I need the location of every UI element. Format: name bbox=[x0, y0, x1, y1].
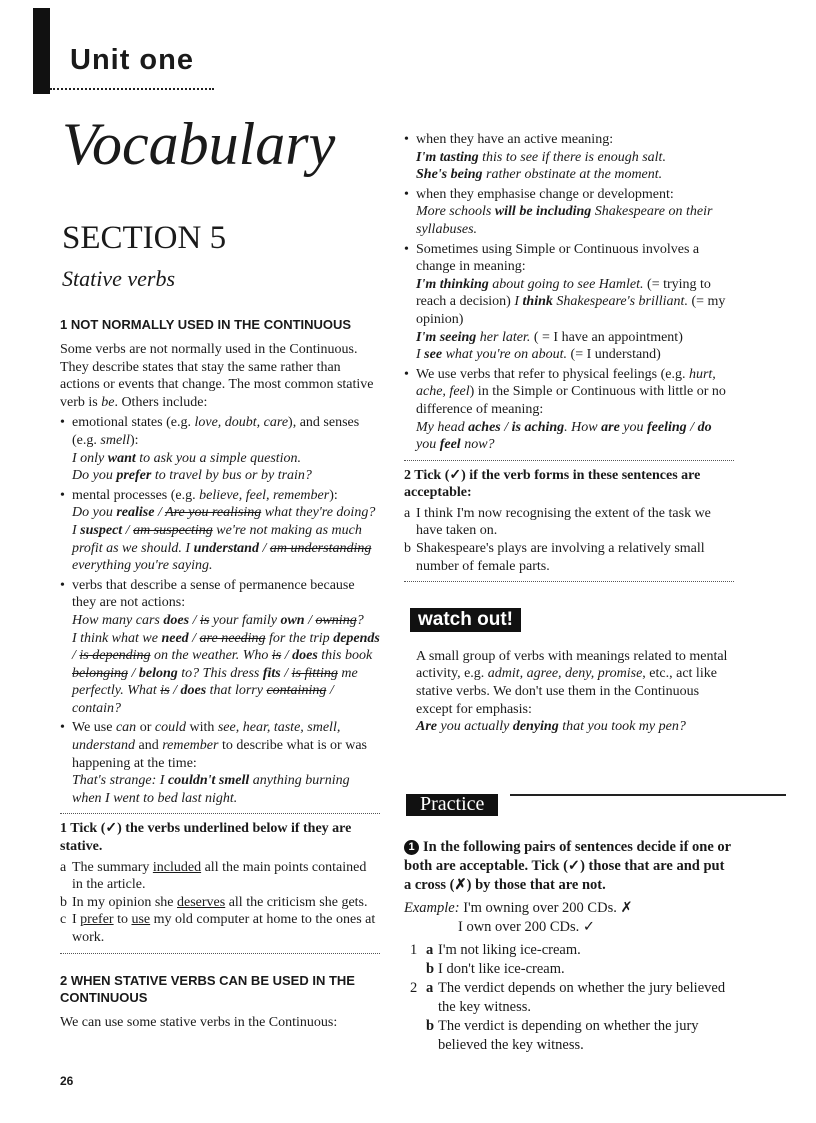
dotted-divider bbox=[60, 813, 380, 814]
practice-header bbox=[404, 794, 734, 824]
example-block: Example: I'm owning over 200 CDs. ✗ I own over 200 CDs. ✓ bbox=[404, 899, 734, 937]
task1-item-b: b In my opinion she deserves all the criticism she gets. bbox=[60, 894, 368, 910]
list-item: 2 a The verdict depends on whether the jury believed the key witness. bbox=[410, 979, 726, 1015]
page-number: 26 bbox=[60, 1074, 74, 1088]
dotted-divider bbox=[404, 460, 734, 461]
part2-bullet-list bbox=[404, 131, 734, 454]
task2 bbox=[404, 467, 734, 576]
example-sentence: Do you prefer to travel by bus or by train? bbox=[72, 468, 312, 484]
section-subtitle: Stative verbs bbox=[62, 266, 176, 291]
unit-title-dotted-rule bbox=[50, 88, 214, 90]
example-sentence: I'm tasting this to see if there is enough salt. bbox=[416, 149, 666, 165]
task2-item-b: b Shakespeare's plays are involving a relatively small number of female parts. bbox=[404, 541, 705, 574]
right-column bbox=[404, 131, 734, 1055]
example-sentence: I'm seeing her later. ( = I have an appointment) bbox=[416, 329, 683, 345]
example-sentence: I'm thinking about going to see Hamlet. (= trying to reach a decision) I think Shakespeare's brilliant. (= my opinion) bbox=[416, 276, 726, 327]
part2-intro: We can use some stative verbs in the Continuous: bbox=[60, 1014, 338, 1030]
dotted-divider bbox=[60, 953, 380, 954]
section-title: SECTION 5 bbox=[62, 220, 227, 256]
list-item: • We use verbs that refer to physical feelings (e.g. hurt, ache, feel) in the Simple or Continuous with little or no difference of meaning: My head aches / is aching. How are you feeling / do you feel now? bbox=[404, 366, 734, 454]
example-sentence: Do you realise / Are you realising what they're doing? bbox=[72, 505, 376, 521]
list-item: • Sometimes using Simple or Continuous involves a change in meaning: I'm thinking about going to see Hamlet. (= trying to reach a decision) I think Shakespeare's brilliant. (= my opinion) I'm seeing her later. ( = I have an appointment) I see what you're on about. (= I understand) bbox=[404, 241, 734, 364]
example-sentence: I only want to ask you a simple question. bbox=[72, 450, 302, 466]
unit-title: Unit one bbox=[70, 44, 194, 76]
part1-bullet-list bbox=[60, 414, 380, 807]
task1-question: 1 Tick (✓) the verbs underlined below if they are stative. bbox=[60, 821, 352, 855]
list-item: 1 a I'm not liking ice-cream. bbox=[410, 941, 581, 958]
practice-label: Practice bbox=[406, 794, 498, 817]
example-sentence: I see what you're on about. (= I understand) bbox=[416, 347, 661, 363]
example-line: I own over 200 CDs. ✓ bbox=[458, 918, 595, 935]
page-title: Vocabulary bbox=[62, 111, 336, 177]
list-item: b The verdict is depending on whether the jury believed the key witness. bbox=[426, 1017, 699, 1053]
part2-heading: 2 WHEN STATIVE VERBS CAN BE USED IN THE CONTINUOUS bbox=[60, 972, 355, 1005]
list-item: • verbs that describe a sense of permanence because they are not actions: How many cars does / is your family own / owning? I think what we need / are needing for the trip depends / is depending on the weather. Who is / does this book belonging / belong to? This dress fits / is fitting me perfectly. What is / does that lorry containing / contain? bbox=[60, 577, 380, 718]
practice-question: 1 In the following pairs of sentences decide if one or both are acceptable. Tick (✓) those that are and put a cross (✗) by those that are not. bbox=[404, 838, 731, 893]
watch-out-label: watch out! bbox=[410, 608, 521, 632]
list-item: • when they have an active meaning: I'm tasting this to see if there is enough salt. She's being rather obstinate at the moment. bbox=[404, 131, 734, 184]
question-number-badge: 1 bbox=[404, 840, 419, 855]
watch-out-text: A small group of verbs with meanings related to mental activity, e.g. admit, agree, deny, promise, etc., act like stative verbs. We don't use them in the Continuous except for emphasis: Are you actually denying that you took my pen? bbox=[404, 648, 734, 736]
example-sentence: She's being rather obstinate at the moment. bbox=[416, 167, 663, 183]
unit-marker-bar bbox=[33, 8, 50, 94]
example-sentence: More schools will be including Shakespeare on their syllabuses. bbox=[416, 204, 713, 237]
example-sentence: I suspect / am suspecting we're not making as much profit as we should. I understand / am understanding everything you're saying. bbox=[72, 522, 372, 574]
example-sentence: Are you actually denying that you took my pen? bbox=[416, 719, 686, 735]
list-item: • mental processes (e.g. believe, feel, remember): Do you realise / Are you realising what they're doing? I suspect / am suspecting we're not making as much profit as we should. I understand / am understanding everything you're saying. bbox=[60, 487, 380, 575]
task2-question: 2 Tick (✓) if the verb forms in these sentences are acceptable: bbox=[404, 467, 701, 501]
part1-heading: 1 NOT NORMALLY USED IN THE CONTINUOUS bbox=[60, 317, 352, 332]
example-sentence: That's strange: I couldn't smell anything burning when I went to bed last night. bbox=[72, 773, 350, 806]
task1-item-c: c I prefer to use my old computer at home to the ones at work. bbox=[60, 912, 376, 945]
example-sentence: How many cars does / is your family own / owning? bbox=[72, 612, 364, 628]
list-item: • when they emphasise change or development: More schools will be including Shakespeare on their syllabuses. bbox=[404, 186, 734, 239]
list-item: • We use can or could with see, hear, taste, smell, understand and remember to describe what is or was happening at the time: That's strange: I couldn't smell anything burning when I went to bed last night. bbox=[60, 719, 380, 807]
dotted-divider bbox=[404, 581, 734, 582]
practice-items bbox=[404, 941, 734, 1055]
left-column bbox=[60, 316, 380, 1034]
practice-exercise bbox=[404, 838, 734, 1055]
practice-rule bbox=[510, 794, 786, 796]
task2-item-a: a I think I'm now recognising the extent of the task we have taken on. bbox=[404, 505, 711, 539]
task1-item-a: a The summary included all the main points contained in the article. bbox=[60, 859, 367, 893]
list-item: b I don't like ice-cream. bbox=[426, 960, 565, 977]
example-sentence: I think what we need / are needing for the trip depends / is depending on the weather. Who is / does this book belonging / belong to? This dress fits / is fitting me perfectly. What is / does that lorry containing / contain? bbox=[72, 630, 380, 716]
task1 bbox=[60, 820, 380, 946]
list-item: • emotional states (e.g. love, doubt, care), and senses (e.g. smell): I only want to ask you a simple question. Do you prefer to travel by bus or by train? bbox=[60, 414, 380, 484]
part1-intro: Some verbs are not normally used in the Continuous. They describe states that stay the same rather than actions or events that change. The most common stative verb is be. Others include: bbox=[60, 342, 374, 410]
example-sentence: My head aches / is aching. How are you feeling / do you feel now? bbox=[416, 419, 712, 453]
watch-out-box bbox=[404, 588, 734, 736]
